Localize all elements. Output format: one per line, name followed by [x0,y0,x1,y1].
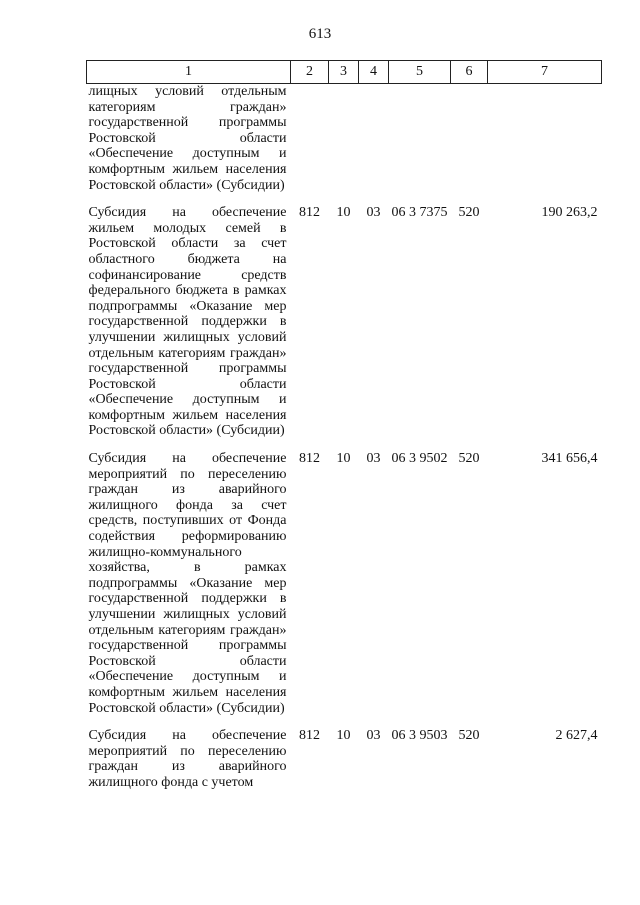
table-row [87,728,602,790]
row-subsection: 03 [366,205,381,221]
row-ministry-code: 812 [299,728,320,744]
row-expense-type: 520 [458,451,480,467]
table-row [87,84,602,194]
row-expense-type: 520 [458,728,480,744]
row-target-article: 06 3 9503 [391,728,448,744]
row-expense-type: 520 [458,205,480,221]
header-row [87,61,602,84]
row-subsection: 03 [366,451,381,467]
row-target-article: 06 3 7375 [391,205,448,221]
row-section: 10 [336,728,351,744]
row-amount [488,84,602,194]
page-number: 613 [308,26,332,42]
header-col-3: 3 [329,61,359,84]
row-target-article [389,84,451,194]
budget-table [86,60,602,791]
row-name: Субсидия на обеспечение жильем молодых семей в Ростовской области за счет областного бюджета на софинансирование средств федерального бюджета в рамках подпрограммы «Оказание мер государственной поддержки в улучшении жилищных условий отдельным категориям граждан» государственной программы Ростовской области «Обеспечение доступным и комфортным жильем населения Ростовской области» (Субсидии) [88,205,287,439]
row-name: Субсидия на обеспечение мероприятий по переселению граждан из аварийного жилищного фонда за счет средств, поступивших от Фонда содействия реформированию жилищно-коммунального хозяйства, в рамках подпрограммы «Оказание мер государственной поддержки в улучшении жилищных условий отдельным категориям граждан» государственной программы Ростовской области «Обеспечение доступным и комфортным жильем населения Ростовской области» (Субсидии) [88,451,287,716]
header-col-1: 1 [87,61,291,84]
row-subsection [359,84,389,194]
header-col-7: 7 [488,61,602,84]
row-amount: 2 627,4 [555,728,598,744]
row-section [329,84,359,194]
header-col-6: 6 [451,61,488,84]
row-name: лищных условий отдельным категориям граждан» государственной программы Ростовской области «Обеспечение доступным и комфортным жильем населения Ростовской области» (Субсидии) [88,84,287,193]
row-expense-type [451,84,488,194]
row-name: Субсидия на обеспечение мероприятий по переселению граждан из аварийного жилищного фонда с учетом [88,728,287,790]
header-col-2: 2 [291,61,329,84]
row-ministry-code: 812 [299,205,320,221]
row-amount: 341 656,4 [541,451,598,467]
table-row [87,451,602,716]
row-target-article: 06 3 9502 [391,451,448,467]
table-row [87,205,602,439]
row-ministry-code: 812 [299,451,320,467]
row-amount: 190 263,2 [541,205,598,221]
header-col-4: 4 [359,61,389,84]
row-section: 10 [336,205,351,221]
row-subsection: 03 [366,728,381,744]
row-ministry-code [291,84,329,194]
header-col-5: 5 [389,61,451,84]
row-section: 10 [336,451,351,467]
